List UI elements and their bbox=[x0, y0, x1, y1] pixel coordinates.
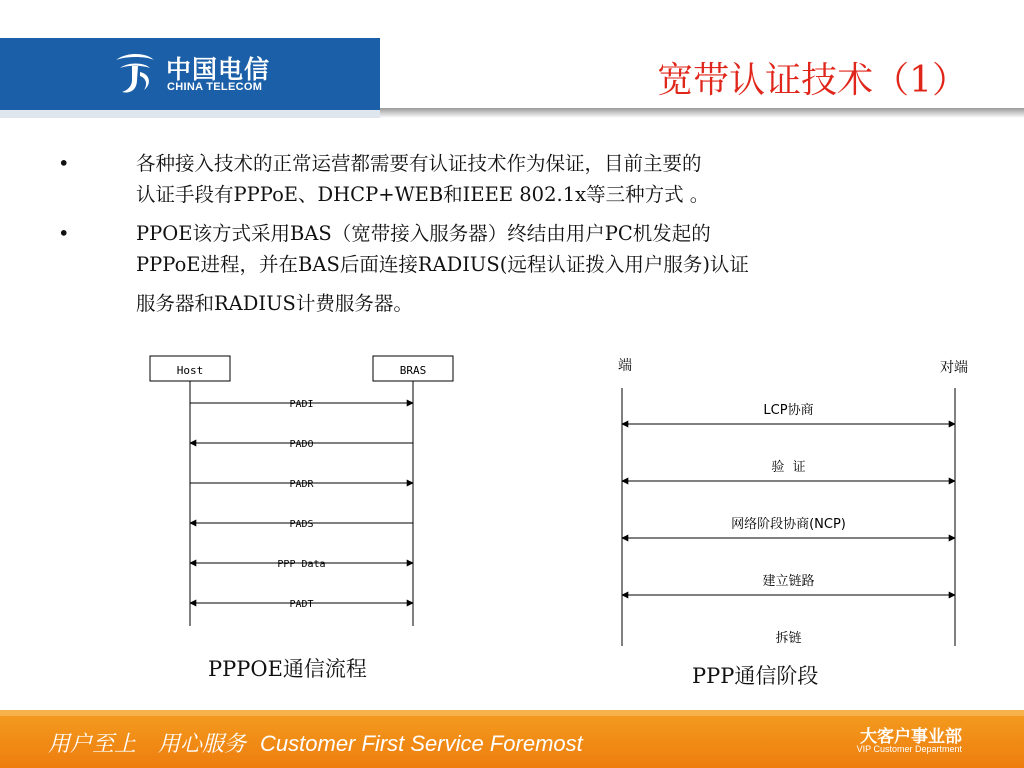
ppp-phase-diagram bbox=[610, 348, 980, 648]
bullet-item bbox=[58, 148, 978, 210]
department-english: VIP Customer Department bbox=[856, 744, 962, 754]
pppoe-caption: PPPOE通信流程 bbox=[208, 657, 367, 681]
local-end-label: 端 bbox=[618, 358, 632, 374]
bullet-line: 认证手段有PPPoE、DHCP+WEB和IEEE 802.1x等三种方式 。 bbox=[136, 183, 710, 206]
bullet-line: 服务器和RADIUS计费服务器。 bbox=[136, 292, 413, 315]
china-telecom-logo bbox=[108, 50, 288, 98]
phase-label: 建立链路 bbox=[762, 574, 815, 589]
china-telecom-logo-icon bbox=[110, 50, 158, 96]
slide-title: 宽带认证技术（1） bbox=[657, 60, 968, 101]
footer-slogan bbox=[48, 727, 583, 758]
bullet-item bbox=[58, 218, 978, 319]
message-label: PPP Data bbox=[277, 559, 326, 570]
slogan-chinese: 用户至上 用心服务 bbox=[48, 732, 247, 757]
header-brand-underline bbox=[0, 110, 380, 118]
phase-label: 验 证 bbox=[771, 460, 806, 475]
bullet-list bbox=[58, 148, 978, 327]
message-label: PADT bbox=[289, 599, 314, 610]
bullet-marker: • bbox=[58, 222, 70, 245]
department-chinese: 大客户事业部 bbox=[860, 727, 962, 747]
host-label: Host bbox=[176, 364, 204, 377]
message-label: PADS bbox=[289, 519, 314, 530]
peer-end-label: 对端 bbox=[940, 360, 968, 376]
phase-label: 网络阶段协商(NCP) bbox=[731, 517, 846, 532]
message-label: PADR bbox=[289, 479, 314, 490]
slogan-english: Customer First Service Foremost bbox=[260, 731, 583, 756]
bullet-line: PPOE该方式采用BAS（宽带接入服务器）终结由用户PC机发起的 bbox=[136, 222, 711, 245]
bras-label: BRAS bbox=[399, 364, 427, 377]
header-divider bbox=[380, 108, 1024, 118]
phase-label: 拆链 bbox=[775, 631, 802, 646]
bullet-marker: • bbox=[58, 152, 70, 175]
pppoe-sequence-diagram bbox=[140, 348, 470, 633]
logo-english-text: CHINA TELECOM bbox=[167, 81, 263, 93]
bullet-line: 各种接入技术的正常运营都需要有认证技术作为保证，目前主要的 bbox=[136, 152, 702, 175]
ppp-caption: PPP通信阶段 bbox=[692, 664, 819, 688]
message-label: PADI bbox=[289, 399, 314, 410]
logo-chinese-text: 中国电信 bbox=[166, 55, 271, 84]
bullet-line: PPPoE进程，并在BAS后面连接RADIUS(远程认证拨入用户服务)认证 bbox=[136, 253, 749, 276]
phase-label: LCP协商 bbox=[763, 403, 814, 418]
message-label: PADO bbox=[289, 439, 314, 450]
